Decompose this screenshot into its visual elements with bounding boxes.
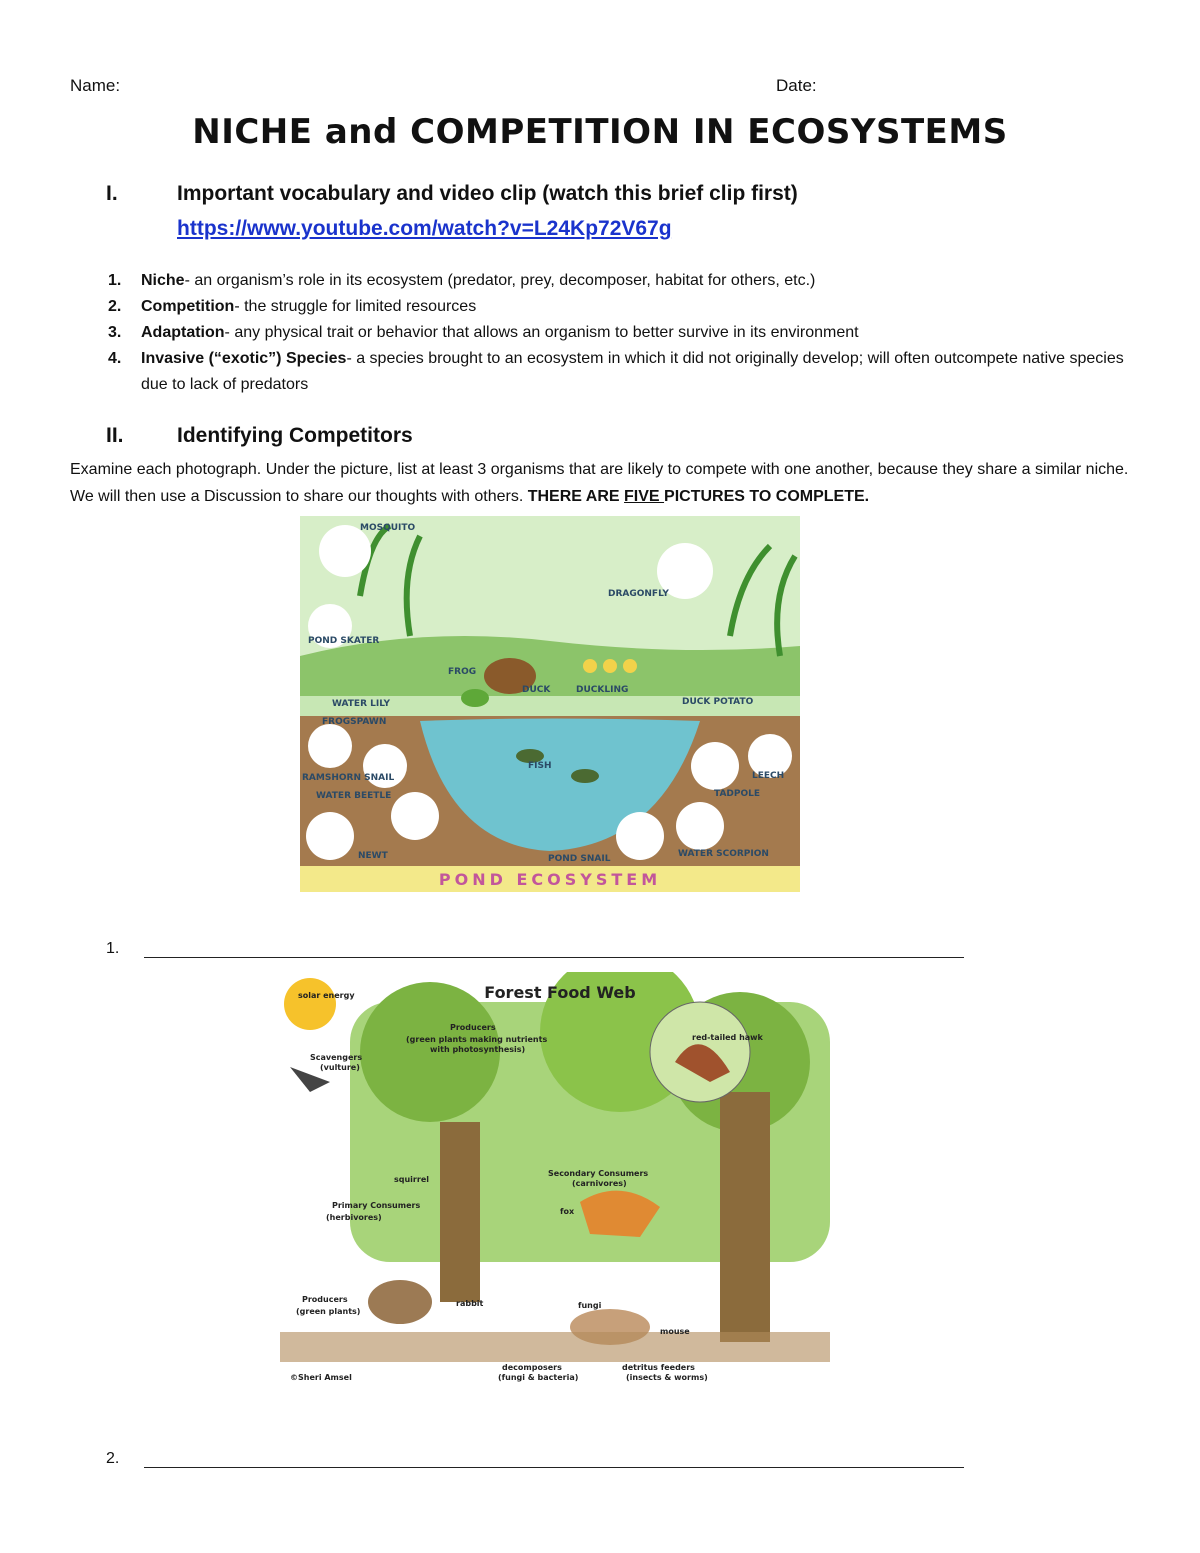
vocab-term: Invasive (“exotic”) Species — [141, 350, 347, 367]
forest-label: Scavengers — [310, 1053, 363, 1062]
pond-label: WATER SCORPION — [678, 849, 769, 859]
vocab-def: - an organism’s role in its ecosystem (predator, prey, decomposer, habitat for others, etc.) — [184, 272, 816, 289]
instructions-emph-c: PICTURES TO COMPLETE. — [664, 488, 870, 505]
vocab-def: - any physical trait or behavior that allows an organism to better survive in its environment — [224, 324, 859, 341]
answer-blank — [144, 1467, 964, 1468]
pond-label: POND SNAIL — [548, 854, 611, 864]
vocab-term: Competition — [141, 298, 235, 315]
pond-label: DUCK POTATO — [682, 697, 754, 707]
forest-label: (herbivores) — [326, 1213, 382, 1222]
section1-numeral: I. — [106, 182, 118, 205]
section1-heading: Important vocabulary and video clip (watch this brief clip first) — [177, 182, 798, 205]
pond-label: WATER LILY — [332, 699, 391, 709]
pond-label: DUCKLING — [576, 685, 629, 695]
pond-label: LEECH — [752, 771, 785, 781]
forest-label: with photosynthesis) — [430, 1045, 526, 1054]
forest-label: decomposers — [502, 1363, 562, 1372]
forest-label: (vulture) — [320, 1063, 360, 1072]
forest-label: mouse — [660, 1327, 690, 1336]
pond-label: DRAGONFLY — [608, 589, 669, 599]
vocab-item — [108, 346, 1128, 398]
forest-title: Forest Food Web — [484, 983, 636, 1002]
pond-label: FROGSPAWN — [322, 717, 387, 727]
forest-label: solar energy — [298, 991, 355, 1000]
answer-num: 1. — [106, 940, 120, 957]
pond-label: FISH — [528, 761, 552, 771]
instructions — [70, 456, 1130, 510]
answer-blank — [144, 957, 964, 958]
vocab-item — [108, 294, 1128, 320]
forest-food-web-image — [280, 972, 830, 1384]
vocab-num: 3. — [108, 324, 122, 341]
forest-label: (fungi & bacteria) — [498, 1373, 579, 1382]
forest-label: Secondary Consumers — [548, 1169, 649, 1178]
instructions-text: Examine each photograph. Under the picture, list at least 3 organisms that are likely to compete with one another, because they share a similar niche. We will then use a Discussion to share our thoughts with others. — [70, 461, 1129, 505]
vocab-num: 2. — [108, 298, 122, 315]
forest-label: red-tailed hawk — [692, 1033, 763, 1042]
vocab-def: - a species brought to an ecosystem in which it did not originally develop; will often outcompete native species due to lack of predators — [141, 350, 1124, 393]
pond-label: MOSQUITO — [360, 523, 416, 533]
date-label: Date: — [776, 76, 817, 95]
forest-label: fungi — [578, 1301, 602, 1310]
answer-line-1[interactable] — [106, 940, 976, 964]
pond-banner: POND ECOSYSTEM — [438, 870, 662, 889]
forest-label: Primary Consumers — [332, 1201, 421, 1210]
name-label: Name: — [70, 76, 121, 95]
forest-label: Producers — [302, 1295, 348, 1304]
pond-label: NEWT — [358, 851, 388, 861]
vocab-term: Niche — [141, 272, 185, 289]
forest-label: fox — [560, 1207, 575, 1216]
vocab-list — [108, 268, 1128, 398]
vocab-item — [108, 320, 1128, 346]
pond-label: DUCK — [522, 685, 551, 695]
page-title: NICHE and COMPETITION IN ECOSYSTEMS — [192, 112, 1008, 152]
answer-line-2[interactable] — [106, 1450, 976, 1474]
pond-label: TADPOLE — [714, 789, 761, 799]
forest-label: (green plants making nutrients — [406, 1035, 548, 1044]
forest-label: (green plants) — [296, 1307, 361, 1316]
video-link[interactable]: https://www.youtube.com/watch?v=L24Kp72V67g — [177, 217, 672, 240]
pond-ecosystem-image — [300, 516, 800, 892]
forest-label: ©Sheri Amsel — [290, 1373, 352, 1382]
pond-label: POND SKATER — [308, 636, 380, 646]
forest-label: (carnivores) — [572, 1179, 627, 1188]
vocab-num: 1. — [108, 272, 122, 289]
forest-label: squirrel — [394, 1175, 429, 1184]
forest-label: detritus feeders — [622, 1363, 695, 1372]
section2-heading: Identifying Competitors — [177, 424, 413, 447]
pond-label: WATER BEETLE — [316, 791, 392, 801]
pond-label: FROG — [448, 667, 477, 677]
forest-label: rabbit — [456, 1299, 484, 1308]
section2-numeral: II. — [106, 424, 124, 447]
answer-num: 2. — [106, 1450, 120, 1467]
vocab-def: - the struggle for limited resources — [234, 298, 477, 315]
instructions-emph-five: FIVE — [624, 488, 665, 505]
forest-label: Producers — [450, 1023, 496, 1032]
pond-label: RAMSHORN SNAIL — [302, 773, 395, 783]
instructions-emph-a: THERE ARE — [527, 488, 625, 505]
vocab-num: 4. — [108, 350, 122, 367]
vocab-item — [108, 268, 1128, 294]
vocab-term: Adaptation — [141, 324, 225, 341]
forest-label: (insects & worms) — [626, 1373, 708, 1382]
